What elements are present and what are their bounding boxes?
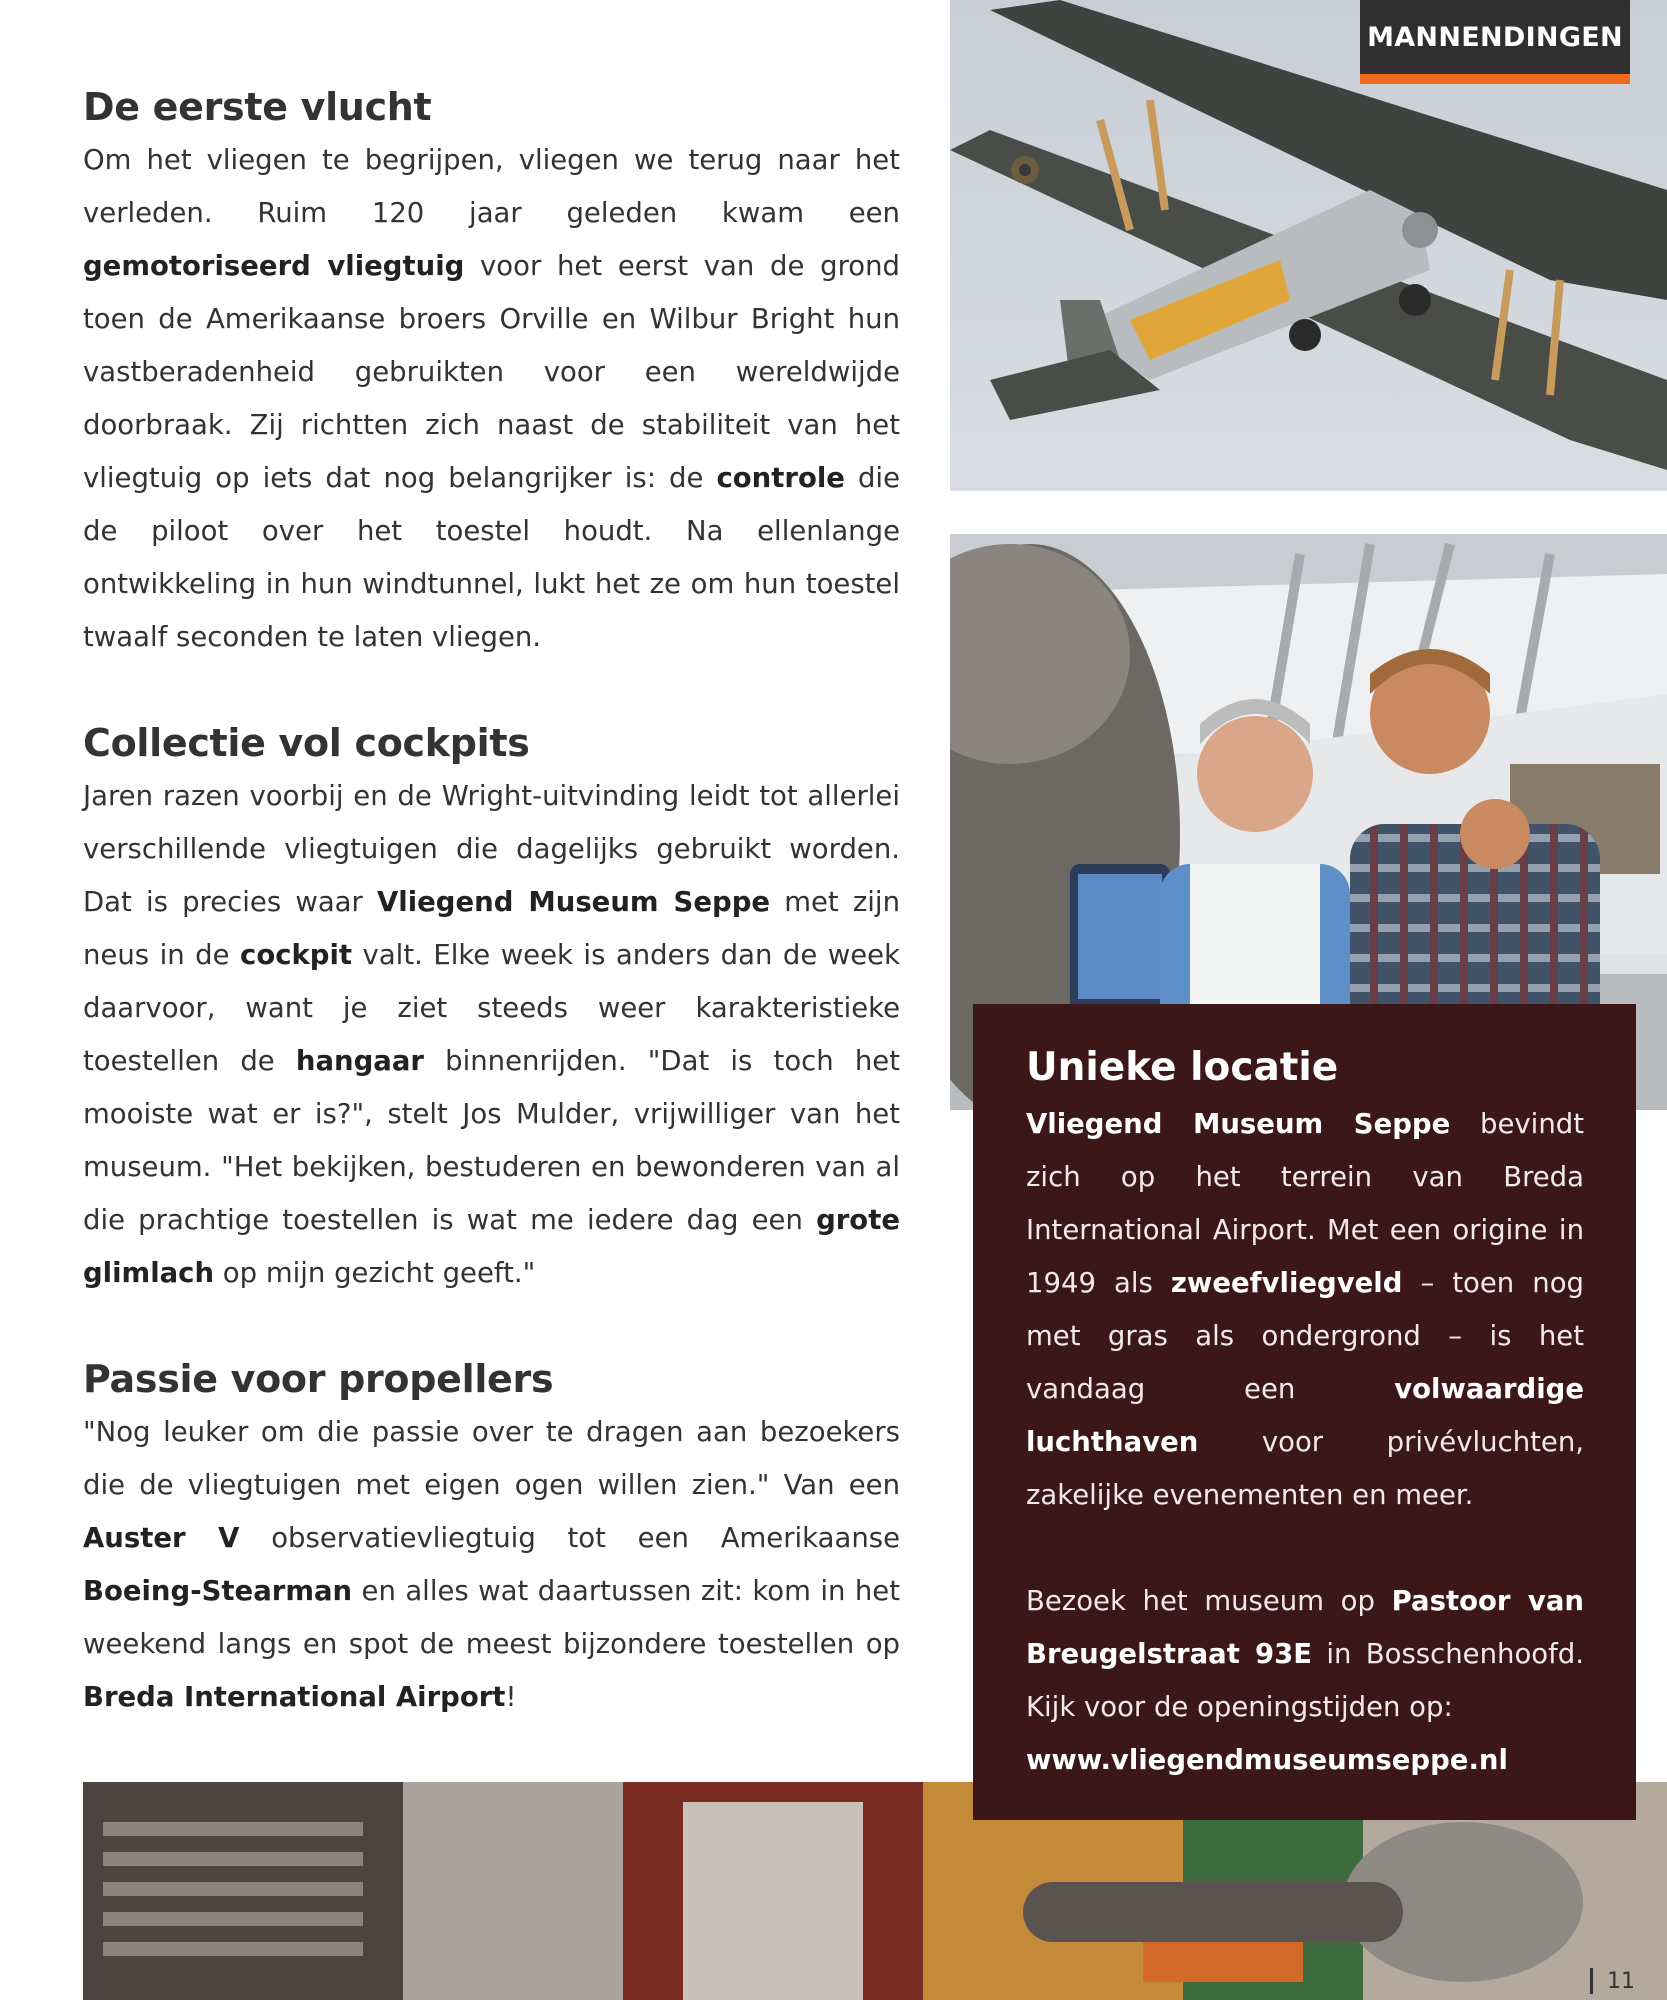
bold-text: grote glimlach <box>83 1204 900 1289</box>
section-passie-voor-propellers <box>83 1352 900 1724</box>
bold-text: gemotoriseerd vliegtuig <box>83 250 465 282</box>
info-visit <box>1026 1575 1584 1787</box>
text-run: binnenrijden. "Dat is toch het mooiste wat er is?", stelt Jos Mulder, vrijwilliger van het museum. "Het bekijken, bestuderen en bewonderen van al die prachtige toestellen is wat me iedere dag een <box>83 1045 900 1236</box>
info-title: Unieke locatie <box>1026 1045 1339 1090</box>
text-run: bevindt zich op het terrein van Breda International Airport. Met een origine in 1949 als <box>1026 1108 1584 1299</box>
section-body <box>83 1406 900 1724</box>
bold-text: controle <box>716 462 845 494</box>
bold-text: Vliegend Museum Seppe <box>377 886 771 918</box>
bold-text: Boeing-Stearman <box>83 1575 353 1607</box>
section-body <box>83 134 900 664</box>
text-run: voor het eerst van de grond toen de Amerikaanse broers Orville en Wilbur Bright hun vastberadenheid gebruikten voor een wereldwijde doorbraak. Zij richtten zich naast de stabiliteit van het vliegtuig op iets dat nog belangrijker is: de <box>83 250 900 494</box>
text-run: "Nog leuker om die passie over te dragen aan bezoekers die de vliegtuigen met eigen ogen willen zien." Van een <box>83 1416 900 1501</box>
bold-text: volwaardige luchthaven <box>1026 1373 1584 1458</box>
section-title: De eerste vlucht <box>83 85 432 129</box>
text-run: – toen nog met gras als ondergrond – is het vandaag een <box>1026 1267 1584 1405</box>
text-run: en alles wat daartussen zit: kom in het weekend langs en spot de meest bijzondere toestellen op <box>83 1575 900 1660</box>
section-body <box>83 770 900 1300</box>
bold-text: zweefvliegveld <box>1170 1267 1403 1299</box>
text-run: in Bosschenhoofd. Kijk voor de openingstijden op: <box>1026 1638 1584 1723</box>
text-run: met zijn neus in de <box>83 886 900 971</box>
page-number-value: 11 <box>1607 1968 1635 1994</box>
location-info-box <box>973 1004 1636 1820</box>
section-de-eerste-vlucht <box>83 80 900 664</box>
bold-text: cockpit <box>240 939 353 971</box>
section-title: Passie voor propellers <box>83 1357 554 1401</box>
text-run: op mijn gezicht geeft." <box>214 1257 536 1289</box>
page-number-divider <box>1590 1968 1593 1994</box>
text-run: Om het vliegen te begrijpen, vliegen we terug naar het verleden. Ruim 120 jaar geleden kwam een <box>83 144 900 229</box>
text-run: ! <box>505 1681 517 1713</box>
text-run: voor privévluchten, zakelijke evenementen en meer. <box>1026 1426 1584 1511</box>
text-run: Bezoek het museum op <box>1026 1585 1392 1617</box>
bold-text: Pastoor van Breugelstraat 93E <box>1026 1585 1584 1670</box>
section-collectie-vol-cockpits <box>83 716 900 1300</box>
museum-website-link[interactable]: www.vliegendmuseumseppe.nl <box>1026 1744 1508 1776</box>
text-run: valt. Elke week is anders dan de week daarvoor, want je ziet steeds weer karakteristieke toestellen de <box>83 939 900 1077</box>
info-body <box>1026 1098 1584 1522</box>
page-number <box>1590 1968 1635 1994</box>
text-run: die de piloot over het toestel houdt. Na ellenlange ontwikkeling in hun windtunnel, lukt het ze om hun toestel twaalf seconden te laten vliegen. <box>83 462 900 653</box>
section-title: Collectie vol cockpits <box>83 721 530 765</box>
bold-text: Breda International Airport <box>83 1681 506 1713</box>
category-tag: MANNENDINGEN <box>1360 0 1630 84</box>
text-run: observatievliegtuig tot een Amerikaanse <box>239 1522 900 1554</box>
bold-text: Vliegend Museum Seppe <box>1026 1108 1451 1140</box>
bold-text: Auster V <box>83 1522 240 1554</box>
article-column <box>83 80 900 1776</box>
visit-text <box>1026 1585 1584 1723</box>
bold-text: hangaar <box>295 1045 424 1077</box>
text-run: Jaren razen voorbij en de Wright-uitvinding leidt tot allerlei verschillende vliegtuigen die dagelijks gebruikt worden. Dat is precies waar <box>83 780 900 918</box>
